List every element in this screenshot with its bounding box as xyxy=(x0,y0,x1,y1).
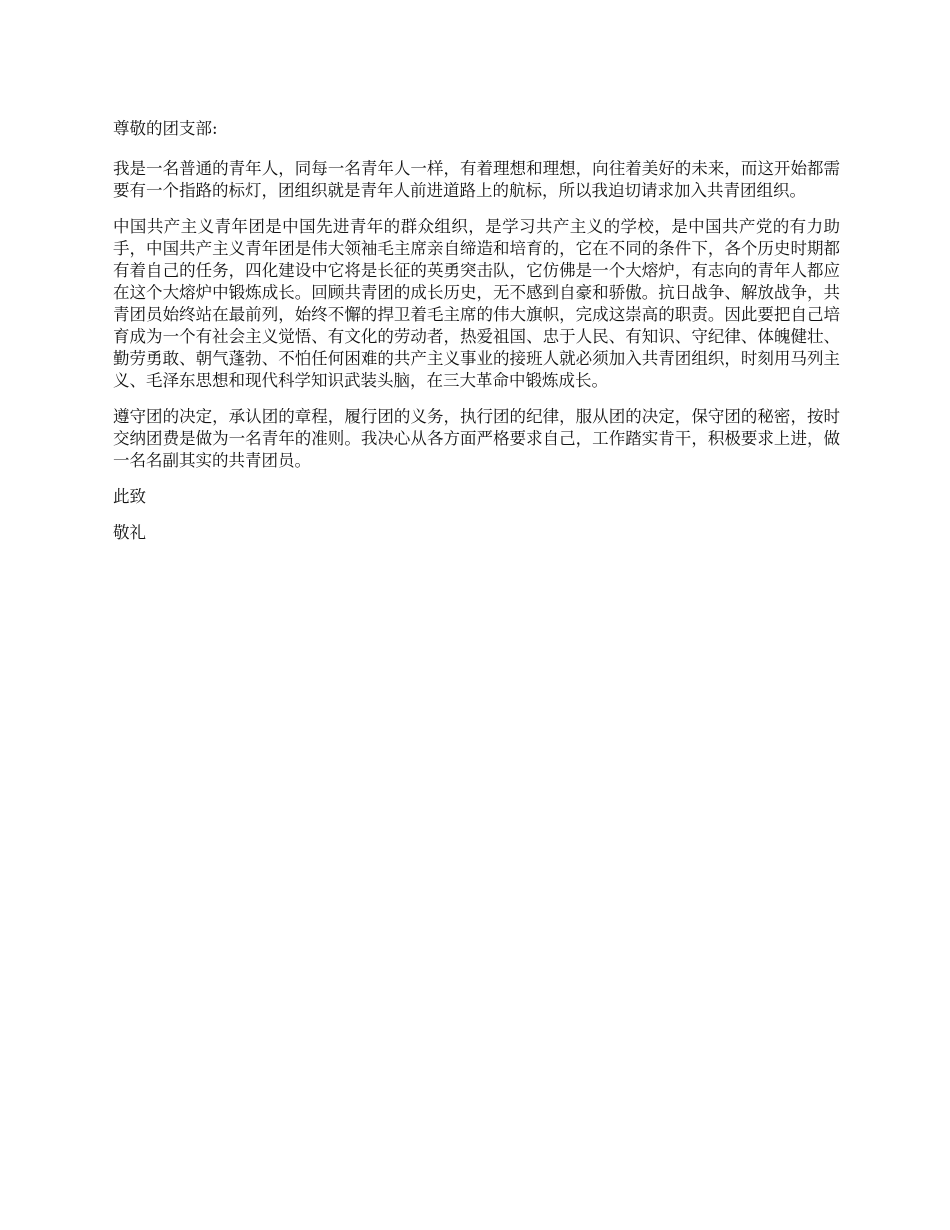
letter-closing-jing-li: 敬礼 xyxy=(113,523,146,542)
letter-paragraph-1: 我是一名普通的青年人，同每一名青年人一样，有着理想和理想，向往着美好的未来，而这开始都需要有一个指路的标灯，团组织就是青年人前进道路上的航标，所以我迫切请求加入共青团组织。 xyxy=(113,159,840,200)
letter-greeting: 尊敬的团支部: xyxy=(113,119,218,138)
letter-body xyxy=(113,118,840,558)
letter-paragraph-2: 中国共产主义青年团是中国先进青年的群众组织，是学习共产主义的学校，是中国共产党的有力助手，中国共产主义青年团是伟大领袖毛主席亲自缔造和培育的，它在不同的条件下，各个历史时期都有着自己的任务，四化建设中它将是长征的英勇突击队，它仿佛是一个大熔炉，有志向的青年人都应在这个大熔炉中锻炼成长。回顾共青团的成长历史，无不感到自豪和骄傲。抗日战争、解放战争，共青团员始终站在最前列，始终不懈的捍卫着毛主席的伟大旗帜，完成这崇高的职责。因此要把自己培育成为一个有社会主义觉悟、有文化的劳动者，热爱祖国、忠于人民、有知识、守纪律、体魄健壮、勤劳勇敢、朝气蓬勃、不怕任何困难的共产主义事业的接班人就必须加入共青团组织，时刻用马列主义、毛泽东思想和现代科学知识武装头脑，在三大革命中锻炼成长。 xyxy=(113,217,840,390)
letter-closing-ci-zhi: 此致 xyxy=(113,487,146,506)
letter-paragraph-3: 遵守团的决定，承认团的章程，履行团的义务，执行团的纪律，服从团的决定，保守团的秘密，按时交纳团费是做为一名青年的准则。我决心从各方面严格要求自己，工作踏实肯干，积极要求上进，做一名名副其实的共青团员。 xyxy=(113,407,840,470)
